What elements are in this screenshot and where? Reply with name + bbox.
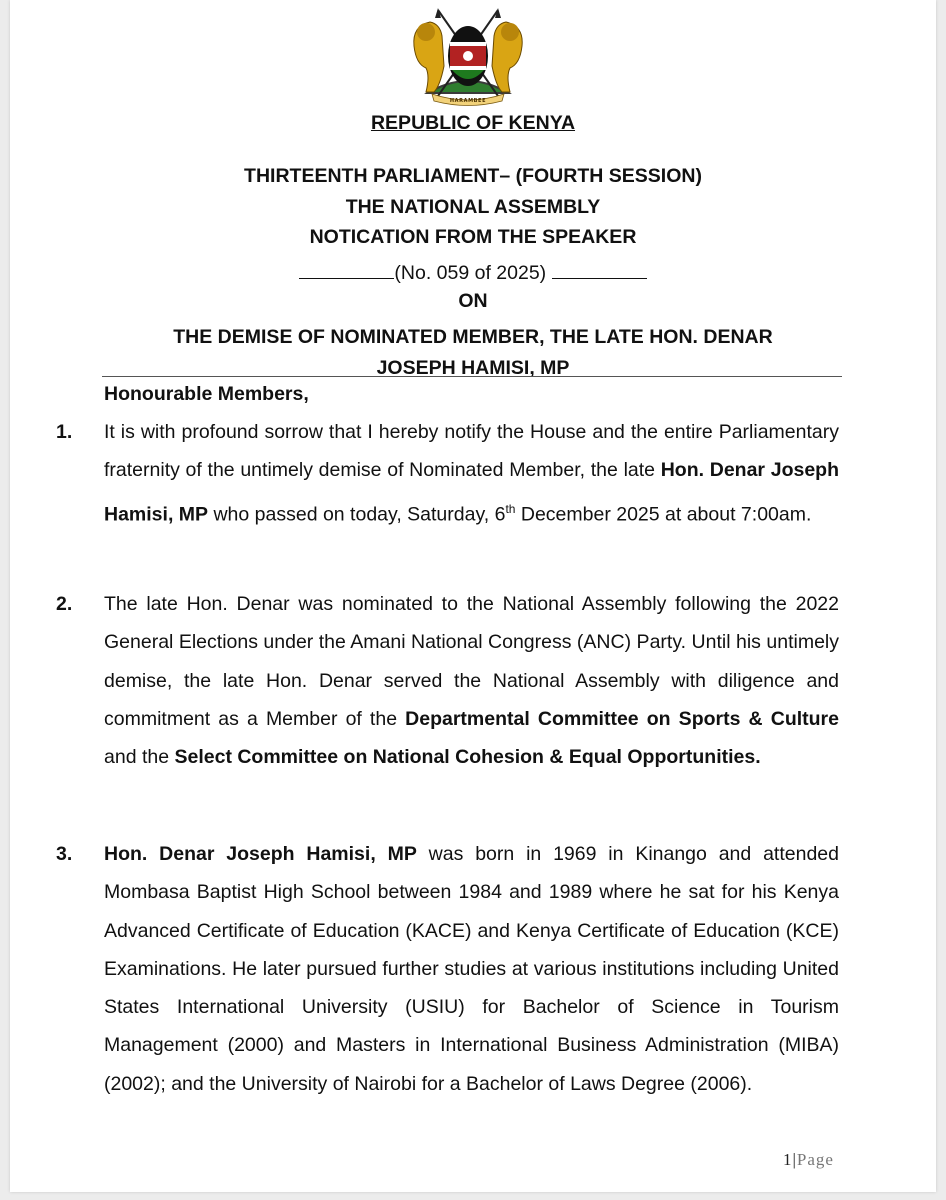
republic-heading: REPUBLIC OF KENYA (370, 112, 576, 134)
page-footer (783, 1150, 834, 1170)
svg-text:HARAMBEE: HARAMBEE (449, 98, 487, 104)
text-span: was born in 1969 in Kinango and attended Mombasa Baptist High School between 1984 and 1989 where he sat for his Kenya Advanced Certificate of Education (KACE) and Kenya Certificate of Education (KCE) Examinations. He later pursued further studies at various institutions including United States International University (USIU) for Bachelor of Science in Tourism Management (2000) and Masters in International Business Administration (MIBA) (2002); and the University of Nairobi for a Bachelor of Laws Degree (2006). (104, 843, 839, 1095)
underline-right (552, 260, 647, 279)
page-separator: | (792, 1150, 797, 1169)
page-label: Page (796, 1150, 834, 1169)
paragraph-text (104, 585, 839, 776)
text-span: December 2025 at about 7:00am. (515, 503, 812, 526)
paragraph-number: 1. (56, 421, 73, 443)
superscript: th (505, 501, 516, 516)
bold-span: Departmental Committee on Sports & Culture (405, 707, 839, 730)
subject-line-2: JOSEPH HAMISI, MP (376, 357, 570, 379)
underline-left (299, 260, 394, 279)
kenya-coat-of-arms-icon (404, 6, 532, 106)
paragraph-text (104, 413, 839, 533)
parliament-heading: THIRTEENTH PARLIAMENT– (FOURTH SESSION) (244, 165, 702, 187)
page-number: 1 (783, 1150, 793, 1169)
text-span: who passed on today, Saturday, 6 (208, 503, 506, 526)
text-span: The late Hon. Denar was nominated to the National Assembly following the 2022 General Elections under the Amani National Congress (ANC) Party. Until his untimely demise, the late Hon. Denar served the National Assembly with diligence and commitment as a Member of the (104, 593, 839, 730)
bold-span: Hon. Denar Joseph Hamisi, MP (104, 843, 417, 865)
header-divider (102, 376, 842, 377)
text-span: and the (104, 746, 175, 769)
paragraph-text (104, 835, 839, 1103)
bold-span: Select Committee on National Cohesion & Equal Opportunities. (174, 746, 761, 769)
bold-span: Hon. Denar Joseph Hamisi, MP (104, 459, 839, 526)
assembly-heading: THE NATIONAL ASSEMBLY (345, 196, 601, 218)
paragraph-number: 3. (56, 843, 73, 865)
notice-number-text: (No. 059 of 2025) (394, 262, 547, 284)
salutation: Honourable Members, (104, 383, 309, 405)
notice-heading: NOTICATION FROM THE SPEAKER (309, 226, 637, 248)
text-span: It is with profound sorrow that I hereby notify the House and the entire Parliamentary fraternity of the untimely demise of Nominated Member, the late (104, 421, 839, 482)
paragraph-number: 2. (56, 593, 73, 615)
subject-line-1: THE DEMISE OF NOMINATED MEMBER, THE LATE HON. DENAR (173, 326, 773, 348)
notice-number (0, 260, 946, 285)
on-heading: ON (458, 290, 488, 312)
